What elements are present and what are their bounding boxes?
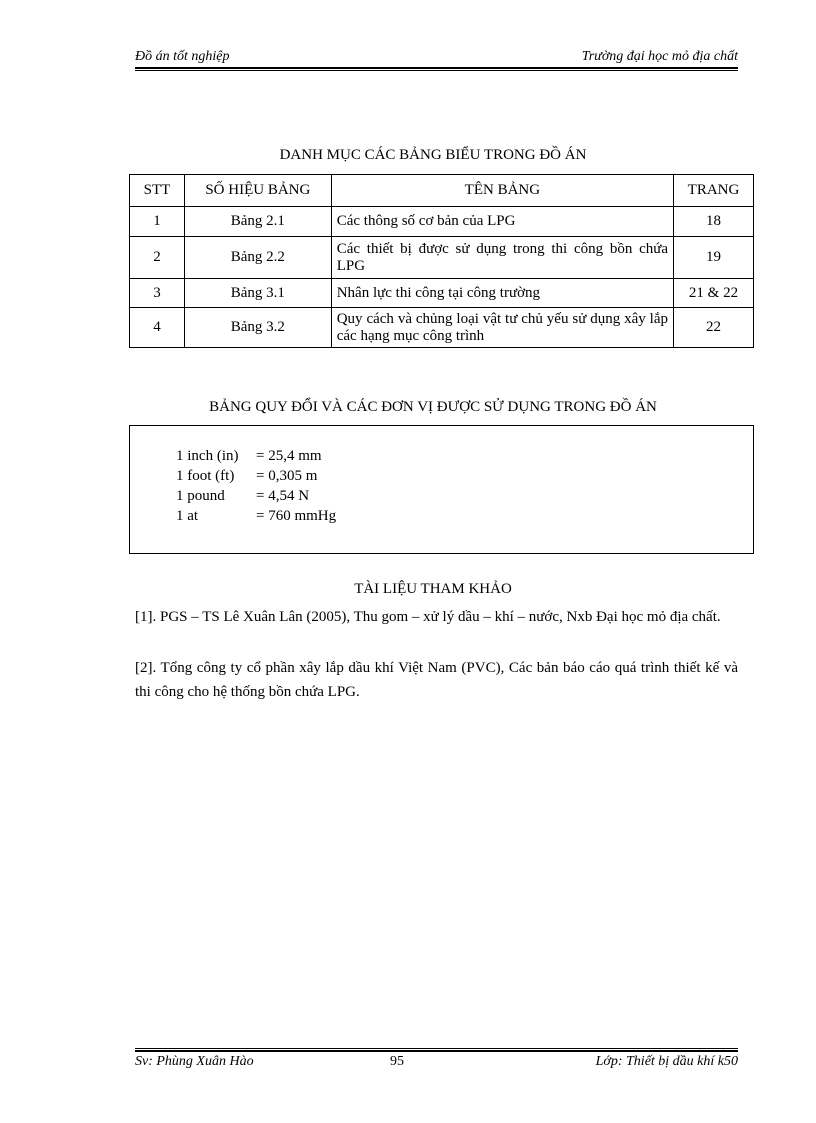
footer-class: Lớp: Thiết bị dầu khí k50 [595, 1054, 738, 1069]
col-header-stt: STT [130, 175, 185, 207]
header-university: Trường đại học mỏ địa chất [581, 49, 738, 64]
conversions-title: BẢNG QUY ĐỔI VÀ CÁC ĐƠN VỊ ĐƯỢC SỬ DỤNG TRONG ĐỒ ÁN [209, 399, 657, 415]
cell-stt: 3 [130, 279, 185, 308]
cell-page: 22 [674, 308, 754, 348]
cell-name: Quy cách và chủng loại vật tư chủ yếu sử dụng xây lắp các hạng mục công trình [331, 308, 673, 348]
header-thesis-label: Đồ án tốt nghiệp [135, 49, 230, 64]
conversion-value: = 0,305 m [256, 468, 318, 484]
table-row [130, 207, 754, 237]
cell-stt: 2 [130, 237, 185, 279]
table-row [130, 279, 754, 308]
cell-name: Các thông số cơ bản của LPG [331, 207, 673, 237]
page-footer [135, 1054, 738, 1074]
page-number: 95 [390, 1054, 404, 1069]
cell-name: Nhân lực thi công tại công trường [331, 279, 673, 308]
cell-page: 18 [674, 207, 754, 237]
table-row [130, 308, 754, 348]
cell-code: Bảng 2.2 [184, 237, 331, 279]
conversion-unit: 1 foot (ft) [176, 468, 235, 484]
conversion-unit: 1 pound [176, 488, 225, 504]
conversion-value: = 25,4 mm [256, 448, 322, 464]
tables-list-title: DANH MỤC CÁC BẢNG BIỂU TRONG ĐỒ ÁN [279, 147, 587, 163]
tables-list-table [129, 174, 754, 348]
footer-divider [135, 1048, 738, 1052]
cell-page: 19 [674, 237, 754, 279]
conversion-value: = 760 mmHg [256, 508, 337, 524]
cell-code: Bảng 2.1 [184, 207, 331, 237]
references-title: TÀI LIỆU THAM KHẢO [354, 581, 512, 597]
table-header-row [130, 175, 754, 207]
conversion-unit: 1 inch (in) [176, 448, 239, 464]
header-divider [135, 67, 738, 71]
cell-page: 21 & 22 [674, 279, 754, 308]
page-header [135, 49, 738, 69]
footer-student: Sv: Phùng Xuân Hào [135, 1054, 254, 1069]
reference-item: [1]. PGS – TS Lê Xuân Lân (2005), Thu gom – xử lý dầu – khí – nước, Nxb Đại học mỏ địa chất. [135, 609, 721, 625]
reference-item: [2]. Tổng công ty cổ phần xây lắp dầu khí Việt Nam (PVC), Các bản báo cáo quá trình thiết kế và thi công cho hệ thống bồn chứa LPG. [135, 660, 738, 700]
conversion-value: = 4,54 N [256, 488, 310, 504]
cell-stt: 4 [130, 308, 185, 348]
table-row [130, 237, 754, 279]
cell-stt: 1 [130, 207, 185, 237]
conversion-unit: 1 at [176, 508, 199, 524]
cell-code: Bảng 3.2 [184, 308, 331, 348]
cell-code: Bảng 3.1 [184, 279, 331, 308]
col-header-page: TRANG [674, 175, 754, 207]
col-header-code: SỐ HIỆU BẢNG [184, 175, 331, 207]
col-header-name: TÊN BẢNG [331, 175, 673, 207]
cell-name: Các thiết bị được sử dụng trong thi công bồn chứa LPG [331, 237, 673, 279]
conversions-box [129, 425, 754, 554]
